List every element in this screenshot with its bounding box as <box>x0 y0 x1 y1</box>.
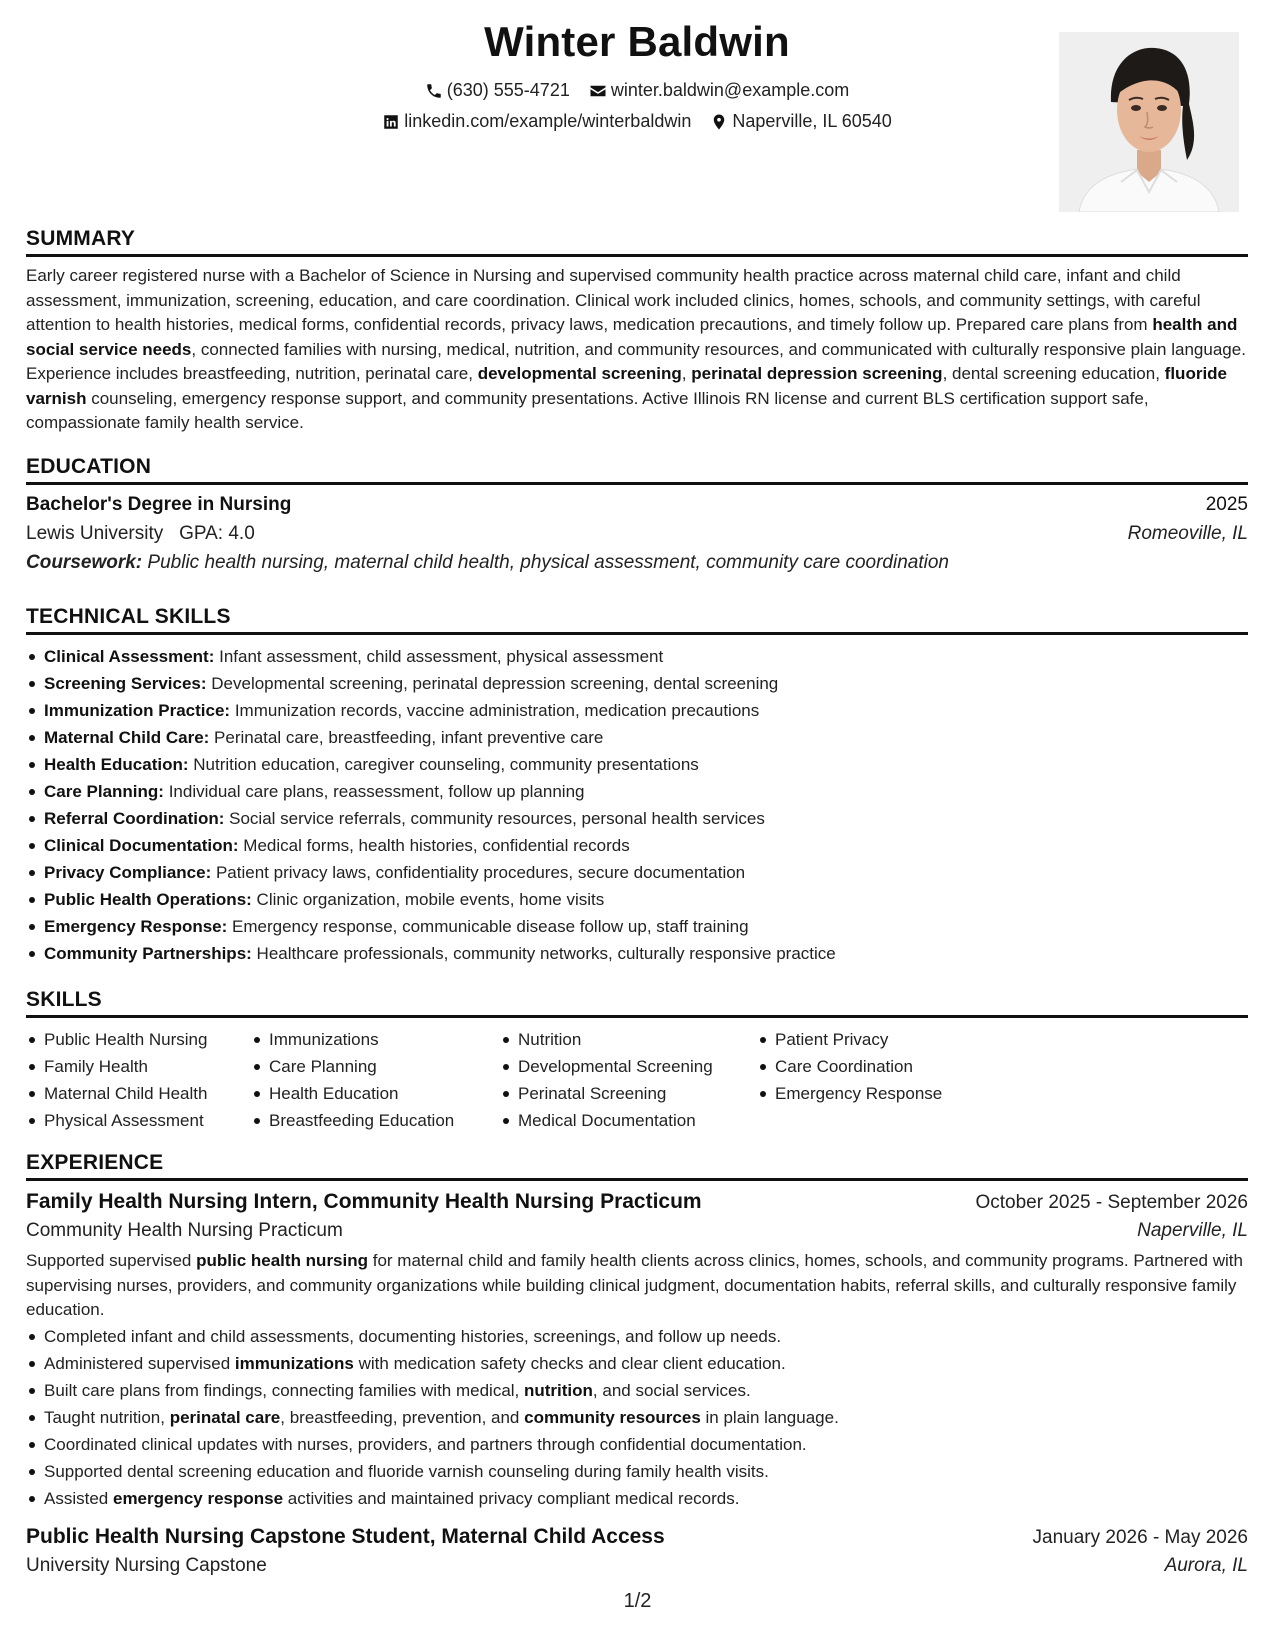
job-dates: October 2025 - September 2026 <box>975 1192 1248 1213</box>
skills-heading: SKILLS <box>26 988 1248 1018</box>
phone-text: (630) 555-4721 <box>446 80 570 100</box>
location-text: Naperville, IL 60540 <box>732 111 892 131</box>
phone-icon <box>425 82 443 100</box>
skill-item: Family Health <box>26 1053 251 1080</box>
resume-header <box>26 0 1248 215</box>
page-number: 1/2 <box>623 1590 652 1612</box>
skill-item: Patient Privacy <box>757 1026 1017 1053</box>
skills-column <box>26 1026 251 1134</box>
linkedin-icon <box>382 113 400 131</box>
skill-item: Immunizations <box>251 1026 500 1053</box>
email-text: winter.baldwin@example.com <box>610 80 850 100</box>
skills-columns <box>26 1026 1248 1134</box>
technical-skills-section <box>26 605 1248 967</box>
contact-location <box>710 111 891 132</box>
list-item: Administered supervised immunizations with medication safety checks and clear client education. <box>26 1350 1248 1377</box>
job-header <box>26 1525 1248 1549</box>
skill-item: Maternal Child Health <box>26 1080 251 1107</box>
skill-item: Breastfeeding Education <box>251 1107 500 1134</box>
job-title: Public Health Nursing Capstone Student, Maternal Child Access <box>26 1524 665 1548</box>
education-degree-row <box>26 494 1248 516</box>
list-item: Built care plans from findings, connecting families with medical, nutrition, and social services. <box>26 1377 1248 1404</box>
job-title: Family Health Nursing Intern, Community Health Nursing Practicum <box>26 1190 702 1213</box>
skill-item: Medical Documentation <box>500 1107 757 1134</box>
list-item: Care Planning: Individual care plans, reassessment, follow up planning <box>26 778 1248 805</box>
job-description: Supported supervised public health nursing for maternal child and family health clients across clinics, homes, schools, and community programs. Partnered with supervising nurses, providers, and community organizations while building clinical judgment, documentation habits, referral skills, and culturally responsive family education. <box>26 1251 1243 1319</box>
skill-item: Nutrition <box>500 1026 757 1053</box>
list-item: Screening Services: Developmental screening, perinatal depression screening, dental screening <box>26 670 1248 697</box>
skill-item: Perinatal Screening <box>500 1080 757 1107</box>
profile-photo <box>1059 32 1239 212</box>
experience-heading: EXPERIENCE <box>26 1151 1248 1181</box>
list-item: Maternal Child Care: Perinatal care, breastfeeding, infant preventive care <box>26 724 1248 751</box>
degree-name: Bachelor's Degree in Nursing <box>26 494 292 515</box>
linkedin-text: linkedin.com/example/winterbaldwin <box>404 111 692 131</box>
technical-skills-heading: TECHNICAL SKILLS <box>26 605 1248 635</box>
job-organization: Community Health Nursing Practicum <box>26 1220 343 1241</box>
summary-text: Early career registered nurse with a Bachelor of Science in Nursing and supervised community health practice across maternal child care, infant and child assessment, immunization, screening, education, and care coordination. Clinical work included clinics, homes, schools, and community settings, with careful attention to health histories, medical forms, confidential records, privacy laws, medication precautions, and timely follow up. Prepared care plans from health and social service needs, connected families with nursing, medical, nutrition, and community resources, and communicated with culturally responsive plain language. Experience includes breastfeeding, nutrition, perinatal care, developmental screening, perinatal depression screening, dental screening education, fluoride varnish counseling, emergency response support, and community presentations. Active Illinois RN license and current BLS certification support safe, compassionate family health service. <box>26 266 1246 432</box>
skill-item: Health Education <box>251 1080 500 1107</box>
job-subheader <box>26 1220 1248 1242</box>
list-item: Health Education: Nutrition education, caregiver counseling, community presentations <box>26 751 1248 778</box>
list-item: Supported dental screening education and fluoride varnish counseling during family health visits. <box>26 1458 1248 1485</box>
skills-column <box>757 1026 1017 1134</box>
job-organization: University Nursing Capstone <box>26 1554 267 1576</box>
contact-linkedin[interactable] <box>382 111 691 132</box>
list-item: Referral Coordination: Social service referrals, community resources, personal health services <box>26 805 1248 832</box>
skill-item: Emergency Response <box>757 1080 1017 1107</box>
summary-heading: SUMMARY <box>26 227 1248 257</box>
list-item: Immunization Practice: Immunization records, vaccine administration, medication precautions <box>26 697 1248 724</box>
skill-item: Public Health Nursing <box>26 1026 251 1053</box>
contact-email[interactable] <box>589 80 849 101</box>
list-item: Clinical Assessment: Infant assessment, child assessment, physical assessment <box>26 643 1248 670</box>
skills-column <box>251 1026 500 1134</box>
job-subheader <box>26 1555 1248 1577</box>
job-entry <box>26 1525 1248 1577</box>
job-bullets <box>26 1323 1248 1512</box>
skill-item: Developmental Screening <box>500 1053 757 1080</box>
experience-section <box>26 1151 1248 1577</box>
summary-section <box>26 227 1248 436</box>
skill-item: Care Coordination <box>757 1053 1017 1080</box>
job-dates: January 2026 - May 2026 <box>1032 1526 1248 1548</box>
list-item: Assisted emergency response activities and maintained privacy compliant medical records. <box>26 1485 1248 1512</box>
graduation-year: 2025 <box>1205 494 1248 515</box>
contact-phone <box>425 80 570 101</box>
coursework-line: Coursework: Public health nursing, maternal child health, physical assessment, community care coordination <box>26 552 949 573</box>
list-item: Taught nutrition, perinatal care, breastfeeding, prevention, and community resources in plain language. <box>26 1404 1248 1431</box>
school-gpa: Lewis University GPA: 4.0 <box>26 523 255 544</box>
education-heading: EDUCATION <box>26 455 1248 485</box>
education-section <box>26 455 1248 574</box>
list-item: Public Health Operations: Clinic organization, mobile events, home visits <box>26 886 1248 913</box>
skill-item: Physical Assessment <box>26 1107 251 1134</box>
list-item: Clinical Documentation: Medical forms, health histories, confidential records <box>26 832 1248 859</box>
job-location: Naperville, IL <box>1137 1220 1248 1241</box>
school-location: Romeoville, IL <box>1127 523 1248 544</box>
technical-skills-list <box>26 643 1248 967</box>
list-item: Completed infant and child assessments, documenting histories, screenings, and follow up needs. <box>26 1323 1248 1350</box>
job-header <box>26 1190 1248 1214</box>
list-item: Coordinated clinical updates with nurses, providers, and partners through confidential documentation. <box>26 1431 1248 1458</box>
skills-section <box>26 988 1248 1134</box>
envelope-icon <box>589 82 607 100</box>
list-item: Community Partnerships: Healthcare professionals, community networks, culturally responsive practice <box>26 940 1248 967</box>
list-item: Privacy Compliance: Patient privacy laws, confidentiality procedures, secure documentation <box>26 859 1248 886</box>
job-entry <box>26 1190 1248 1512</box>
skills-column <box>500 1026 757 1134</box>
education-school-row <box>26 523 1248 545</box>
list-item: Emergency Response: Emergency response, communicable disease follow up, staff training <box>26 913 1248 940</box>
candidate-name: Winter Baldwin <box>484 18 790 65</box>
resume-page <box>26 0 1248 1576</box>
map-pin-icon <box>710 113 728 131</box>
skill-item: Care Planning <box>251 1053 500 1080</box>
job-location: Aurora, IL <box>1164 1554 1248 1576</box>
